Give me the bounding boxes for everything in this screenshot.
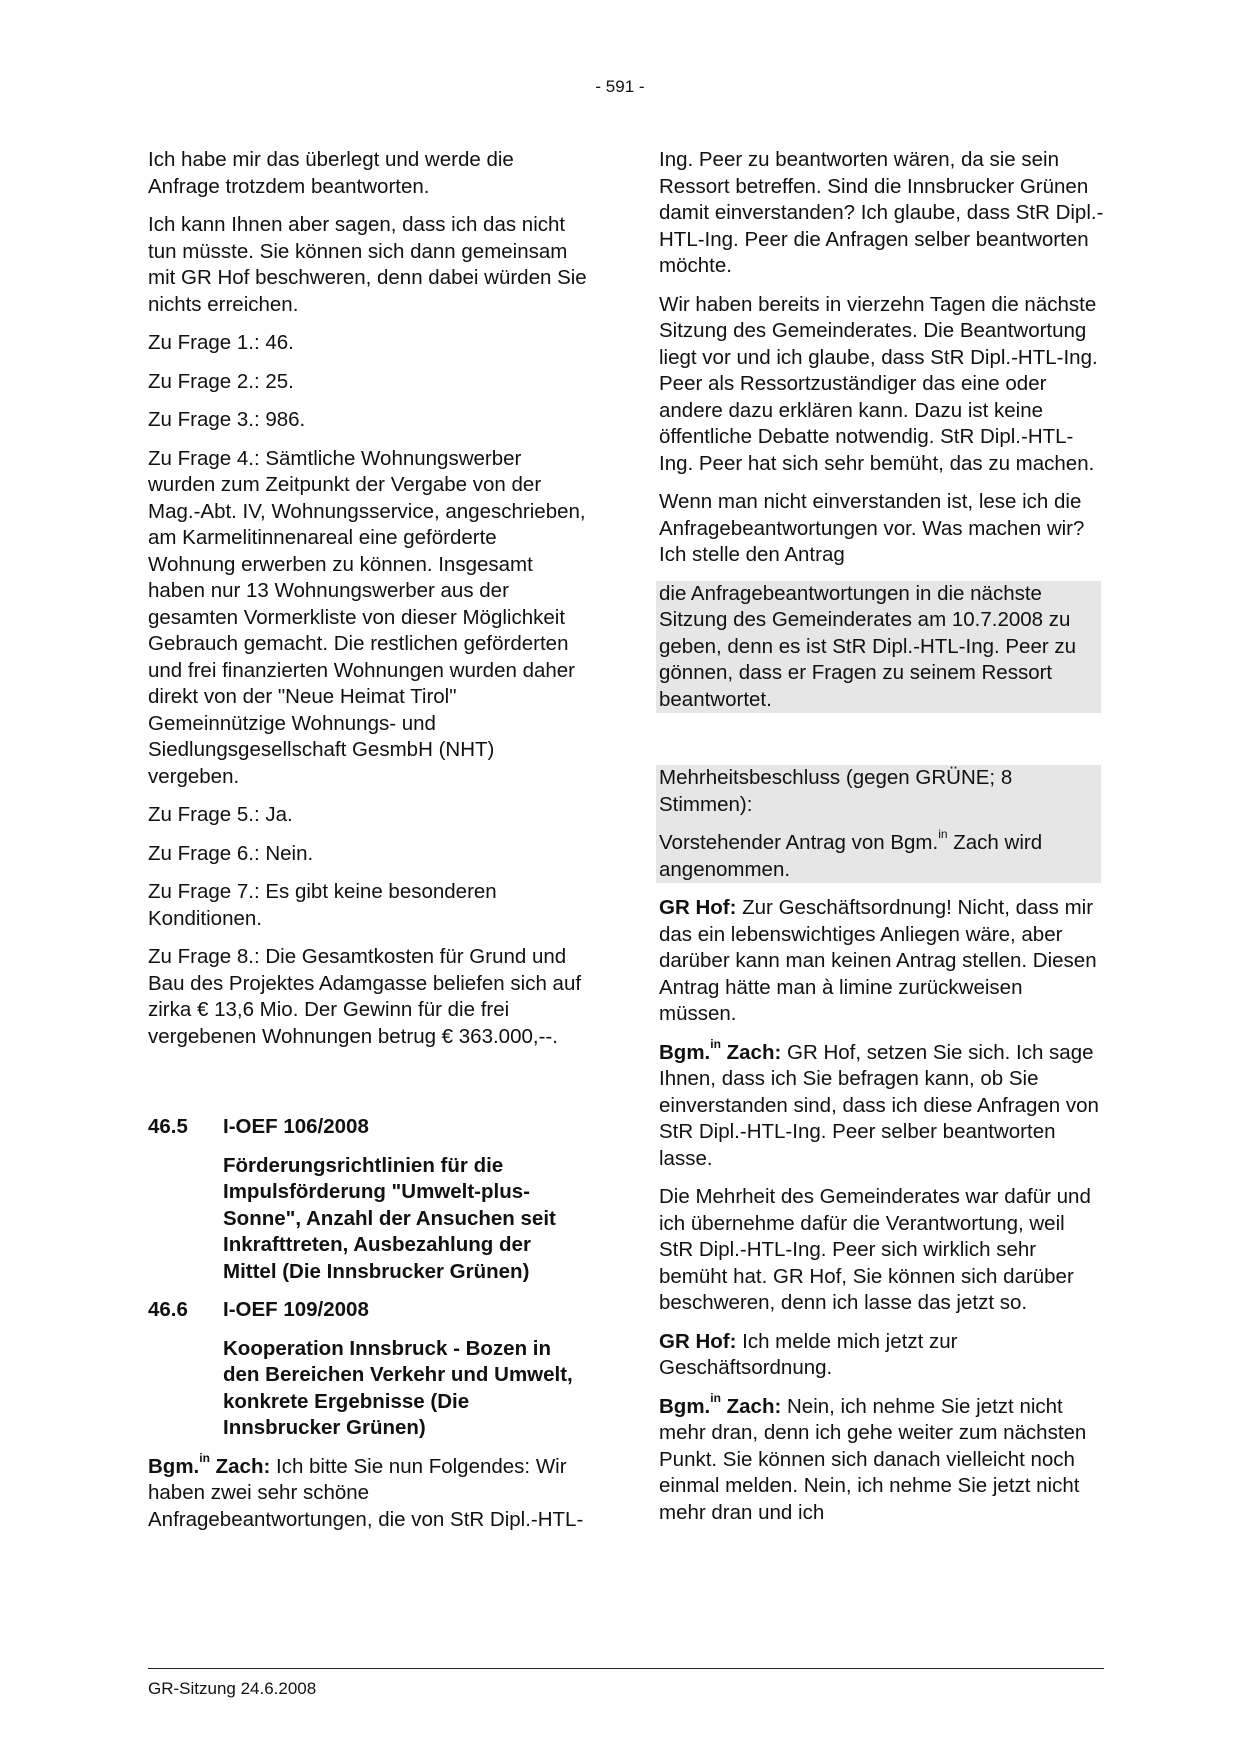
speaker: Bgm.$^{in}$ Zach: (148, 1450, 271, 1478)
answer-8: Zu Frage 8.: Die Gesamtkosten für Grund und Bau des Projektes Adamgasse beliefen sich auf zirka € 13,6 Mio. Der Gewinn für die frei vergebenen Wohnungen betrug € 363.000,--. (148, 945, 582, 1048)
answer-4: Zu Frage 4.: Sämtliche Wohnungswerber wurden zum Zeitpunkt der Vergabe von der Mag.-Abt. IV, Wohnungsservice, angeschrieben, am Karmelitinnenareal eine geförderte Wohnung erwerben zu können. Insgesamt haben nur 13 Wohnungswerber aus der gesamten Vormerkliste von dieser Möglichkeit Gebrauch gemacht. Die restlichen geförderten und frei finanzierten Wohnungen wurden daher direkt von der "Neue Heimat Tirol" Gemeinnützige Wohnungs- und Siedlungsgesellschaft GesmbH (NHT) vergeben. (148, 446, 586, 788)
vote-result: Mehrheitsbeschluss (gegen GRÜNE; 8 Stimmen): (656, 765, 1101, 830)
answer-6: Zu Frage 6.: Nein. (148, 841, 314, 865)
item-code: I-OEF 109/2008 (223, 1298, 369, 1321)
speech-bgm: Bgm.$^{in}$ Zach: Ich bitte Sie nun Folgendes: Wir haben zwei sehr schöne Anfragebeantwortungen, die von StR Dipl.-HTL- (148, 1450, 584, 1531)
agenda-item-46-6 (148, 1297, 588, 1442)
right-column (659, 147, 1104, 1538)
item-number: 46.6 (148, 1298, 188, 1321)
item-number: 46.5 (148, 1115, 188, 1138)
speech-gr-hof: GR Hof: Zur Geschäftsordnung! Nicht, dass mir das ein lebenswichtiges Anliegen wäre, aber darüber kann man keinen Antrag stellen. Diesen Antrag hätte man à limine zurückweisen müssen. (659, 896, 1097, 1025)
paragraph: Ich kann Ihnen aber sagen, dass ich das nicht tun müsste. Sie können sich dann gemeinsam mit GR Hof beschweren, denn dabei würden Sie nichts erreichen. (148, 213, 587, 316)
speech-bgm: Bgm.$^{in}$ Zach: Nein, ich nehme Sie jetzt nicht mehr dran, denn ich gehe weiter zum nächsten Punkt. Sie können sich danach vielleicht noch einmal melden. Nein, ich nehme Sie jetzt nicht mehr dran und ich (659, 1390, 1087, 1524)
answer-7: Zu Frage 7.: Es gibt keine besonderen Konditionen. (148, 880, 497, 930)
item-code: I-OEF 106/2008 (223, 1115, 369, 1138)
left-column (148, 147, 588, 1545)
motion-text: die Anfragebeantwortungen in die nächste Sitzung des Gemeinderates am 10.7.2008 zu geben, denn es ist StR Dipl.-HTL-Ing. Peer zu gönnen, dass er Fragen zu seinem Ressort beantwortet. (656, 581, 1101, 714)
agenda-item-46-5 (148, 1114, 588, 1285)
vote-result-text: Vorstehender Antrag von Bgm.$^{in}$ Zach wird angenommen. (656, 830, 1101, 883)
answer-2: Zu Frage 2.: 25. (148, 369, 294, 393)
paragraph: Wenn man nicht einverstanden ist, lese ich die Anfragebeantwortungen vor. Was machen wir? Ich stelle den Antrag (659, 490, 1085, 566)
footer-text: GR-Sitzung 24.6.2008 (148, 1679, 317, 1698)
page-number: - 591 - (595, 77, 645, 96)
speaker: GR Hof: (659, 1329, 737, 1353)
paragraph: Ich habe mir das überlegt und werde die Anfrage trotzdem beantworten. (148, 148, 514, 198)
speaker: Bgm.$^{in}$ Zach: (659, 1036, 782, 1064)
speaker: GR Hof: (659, 896, 737, 919)
answer-1: Zu Frage 1.: 46. (148, 331, 294, 354)
answer-3: Zu Frage 3.: 986. (148, 408, 306, 431)
speech-bgm: Bgm.$^{in}$ Zach: GR Hof, setzen Sie sich. Ich sage Ihnen, dass ich Sie befragen kann, ob Sie einverstanden sind, dass ich diese Anfragen von StR Dipl.-HTL-Ing. Peer selber beantworten lasse. (659, 1036, 1099, 1170)
speaker: Bgm.$^{in}$ Zach: (659, 1390, 782, 1418)
paragraph: Ing. Peer zu beantworten wären, da sie sein Ressort betreffen. Sind die Innsbrucker Grünen damit einverstanden? Ich glaube, dass StR Dipl.-HTL-Ing. Peer die Anfragen selber beantworten möchte. (659, 148, 1104, 277)
answer-5: Zu Frage 5.: Ja. (148, 803, 293, 826)
footer-divider (148, 1668, 1104, 1669)
paragraph: Die Mehrheit des Gemeinderates war dafür und ich übernehme dafür die Verantwortung, weil StR Dipl.-HTL-Ing. Peer sich wirklich sehr bemüht hat. GR Hof, Sie können sich darüber beschweren, denn ich lasse das jetzt so. (659, 1185, 1091, 1314)
paragraph: Wir haben bereits in vierzehn Tagen die nächste Sitzung des Gemeinderates. Die Beantwortung liegt vor und ich glaube, dass StR Dipl.-HTL-Ing. Peer als Ressortzuständiger das eine oder andere dazu erklären kann. Dazu ist keine öffentliche Debatte notwendig. StR Dipl.-HTL-Ing. Peer hat sich sehr bemüht, das zu machen. (659, 292, 1098, 475)
item-title: Kooperation Innsbruck - Bozen in den Bereichen Verkehr und Umwelt, konkrete Ergebnisse (Die Innsbrucker Grünen) (223, 1336, 573, 1439)
speech-gr-hof: GR Hof: Ich melde mich jetzt zur Geschäftsordnung. (659, 1329, 958, 1379)
item-title: Förderungsrichtlinien für die Impulsförderung "Umwelt-plus-Sonne", Anzahl der Ansuchen seit Inkrafttreten, Ausbezahlung der Mittel (Die Innsbrucker Grünen) (223, 1153, 556, 1283)
